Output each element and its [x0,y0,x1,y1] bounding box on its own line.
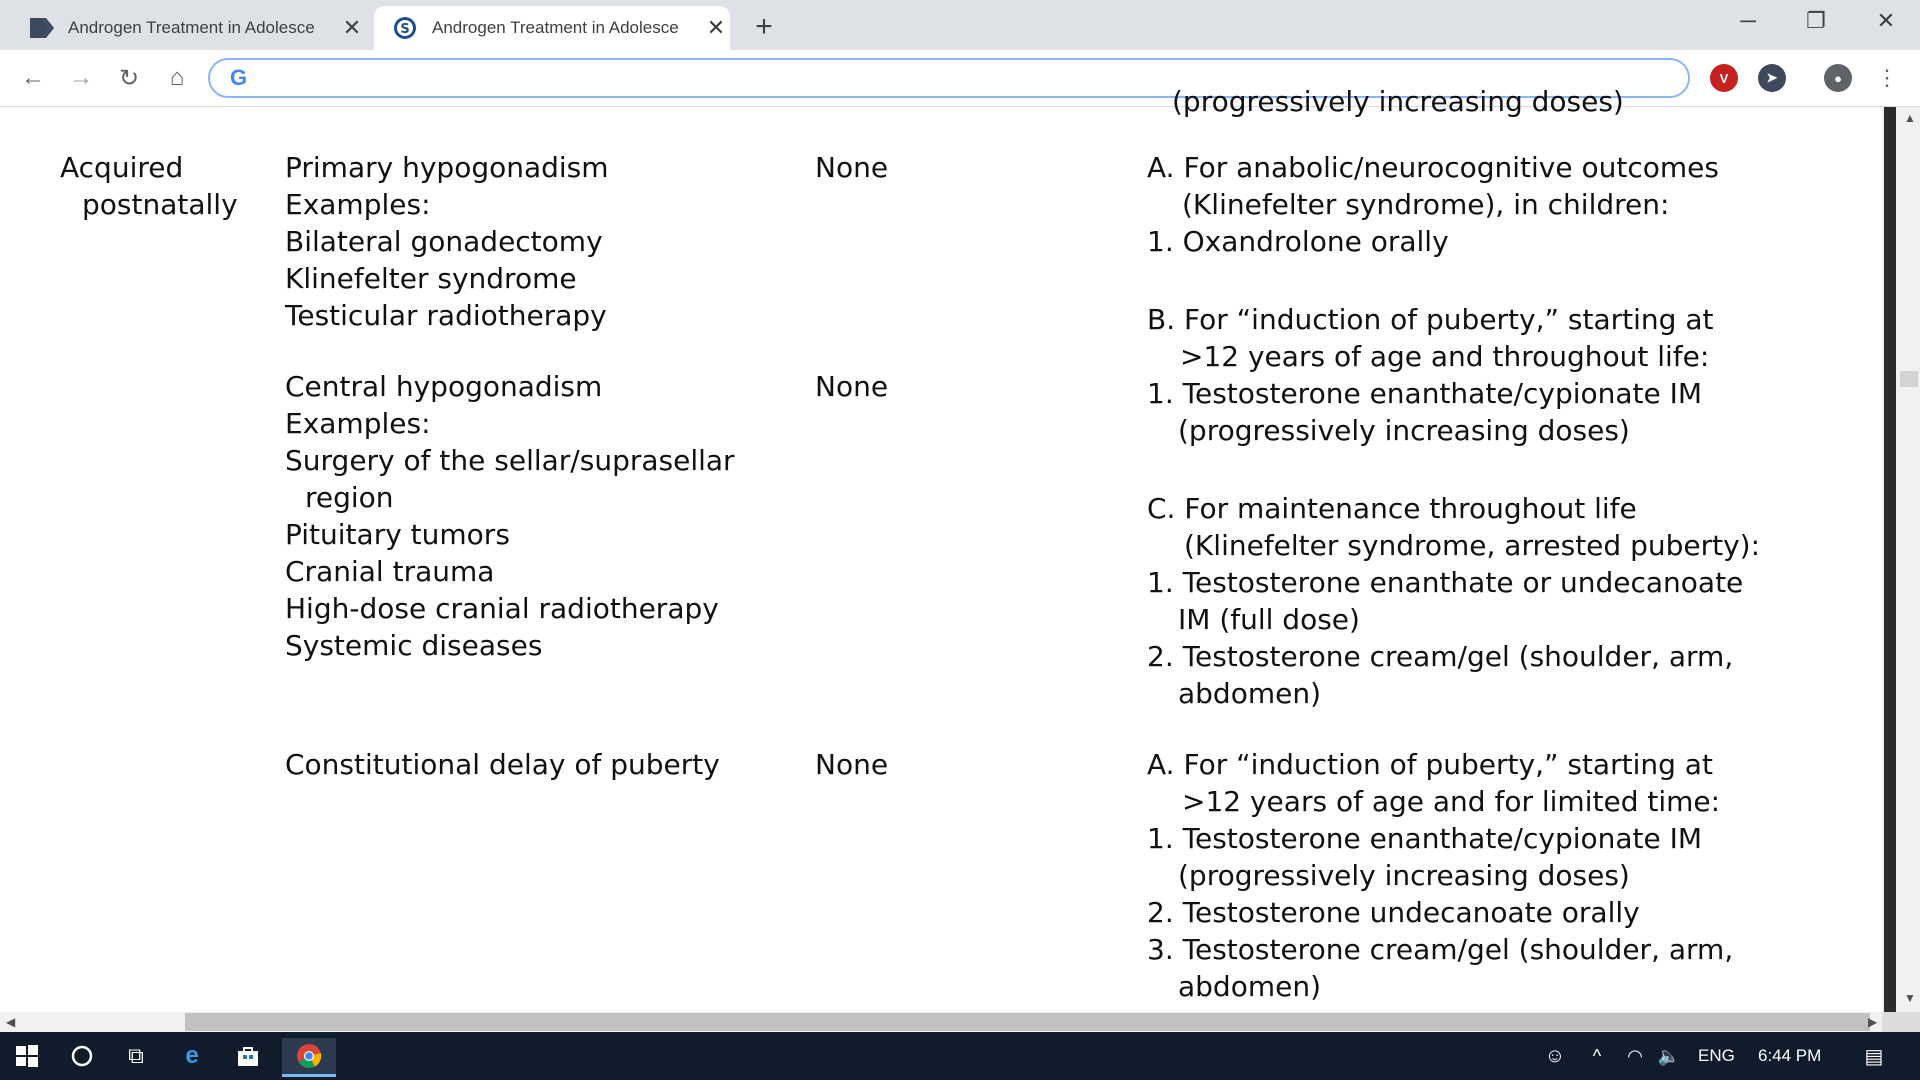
svg-text:S: S [400,22,410,37]
condition-text: Primary hypogonadism [285,151,609,184]
treatment-line: 2. Testosterone cream/gel (shoulder, arm, [1147,640,1734,673]
treatment-line: 1. Testosterone enanthate/cypionate IM [1147,822,1703,855]
people-icon[interactable]: ☺ [1544,1044,1566,1067]
tab-title: Androgen Treatment in Adolesce [68,18,315,37]
treatment-line: 2. Testosterone undecanoate orally [1147,896,1640,929]
windows-taskbar [0,1032,1920,1080]
s-logo-icon [392,15,418,41]
table-cell-fragment: (progressively increasing doses) [1172,85,1624,118]
close-tab-icon[interactable]: ✕ [706,15,726,40]
profile-icon[interactable]: ● [1824,64,1852,92]
condition-text: Pituitary tumors [285,518,510,551]
horizontal-scrollbar[interactable] [0,1012,1882,1032]
treatment-line: 1. Testosterone enanthate/cypionate IM [1147,377,1703,410]
condition-text: Testicular radiotherapy [285,299,607,332]
page-edge [1884,107,1896,1012]
wifi-icon[interactable]: ◠ [1627,1045,1643,1066]
chrome-browser-icon[interactable] [282,1038,336,1077]
treatment-line: abdomen) [1178,970,1322,1003]
windows-start-icon[interactable] [10,1038,44,1074]
volume-icon[interactable]: 🔈 [1657,1045,1681,1066]
search-cortana-icon[interactable] [62,1038,102,1074]
condition-text: Central hypogonadism [285,370,603,403]
condition-text: Examples: [285,188,431,221]
show-hidden-icons[interactable]: ^ [1592,1045,1602,1066]
google-icon: G [230,65,248,90]
col3-value: None [815,151,889,184]
clock[interactable]: 6:44 PM [1758,1046,1822,1065]
redshield-extension-icon[interactable]: V [1710,64,1738,92]
treatment-line: 1. Testosterone enanthate or undecanoate [1147,566,1744,599]
close-tab-icon[interactable]: ✕ [342,15,362,40]
condition-text: Constitutional delay of puberty [285,748,720,781]
treatment-line: C. For maintenance throughout life [1147,492,1637,525]
scroll-left-icon[interactable]: ◀ [6,1015,16,1029]
notification-icon[interactable]: ▤ [1864,1045,1884,1068]
close-window-icon[interactable]: ✕ [1876,8,1896,33]
task-view-icon[interactable]: ⧉ [128,1043,144,1068]
tab-strip [0,0,1920,50]
treatment-line: (Klinefelter syndrome, arrested puberty): [1184,529,1761,562]
forward-icon[interactable]: → [69,64,93,91]
menu-icon[interactable]: ⋮ [1876,65,1898,90]
treatment-line: (progressively increasing doses) [1178,859,1630,892]
browser-toolbar [0,50,1920,107]
cursor-extension-icon[interactable]: ➤ [1758,64,1786,92]
home-icon[interactable]: ⌂ [169,64,185,91]
condition-text: region [305,481,394,514]
scrollbar-thumb[interactable] [1900,371,1918,387]
vertical-scrollbar[interactable] [1882,107,1920,1012]
scrollbar-thumb[interactable] [185,1013,1870,1031]
reload-icon[interactable]: ↻ [118,64,140,92]
condition-text: High-dose cranial radiotherapy [285,592,719,625]
scroll-up-icon[interactable]: ▲ [1904,111,1916,125]
tab-androgen-treatment-1[interactable] [10,6,368,50]
tab-title: Androgen Treatment in Adolesce [432,18,679,37]
restore-icon[interactable]: ❐ [1806,8,1826,33]
treatment-line: 3. Testosterone cream/gel (shoulder, arm, [1147,933,1734,966]
condition-text: Surgery of the sellar/suprasellar [285,444,735,477]
scroll-right-icon[interactable]: ▶ [1868,1015,1878,1029]
document-page [0,85,1882,1012]
condition-text: Examples: [285,407,431,440]
condition-text: Bilateral gonadectomy [285,225,603,258]
category-label: postnatally [82,188,238,221]
condition-text: Klinefelter syndrome [285,262,577,295]
minimize-icon[interactable]: ─ [1740,8,1756,33]
scrollbar-corner [1882,1012,1920,1032]
condition-text: Cranial trauma [285,555,495,588]
treatment-line: B. For “induction of puberty,” starting at [1147,303,1714,336]
new-tab-button[interactable]: + [755,10,773,43]
treatment-line: A. For anabolic/neurocognitive outcomes [1147,151,1719,184]
back-icon[interactable]: ← [21,64,45,91]
treatment-line: 1. Oxandrolone orally [1147,225,1449,258]
treatment-line: >12 years of age and for limited time: [1182,785,1721,818]
scroll-down-icon[interactable]: ▼ [1904,991,1916,1005]
edge-browser-icon[interactable]: e [185,1042,199,1069]
treatment-line: IM (full dose) [1178,603,1360,636]
col3-value: None [815,748,889,781]
treatment-line: (progressively increasing doses) [1178,414,1630,447]
treatment-line: A. For “induction of puberty,” starting at [1147,748,1713,781]
treatment-line: (Klinefelter syndrome), in children: [1182,188,1670,221]
tab-androgen-treatment-2[interactable] [374,6,730,50]
treatment-line: >12 years of age and throughout life: [1180,340,1710,373]
language-indicator[interactable]: ENG [1698,1046,1735,1065]
bookmark-icon [28,15,54,41]
col3-value: None [815,370,889,403]
treatment-line: abdomen) [1178,677,1322,710]
condition-text: Systemic diseases [285,629,543,662]
category-label: Acquired [60,151,184,184]
store-icon[interactable] [228,1038,268,1074]
